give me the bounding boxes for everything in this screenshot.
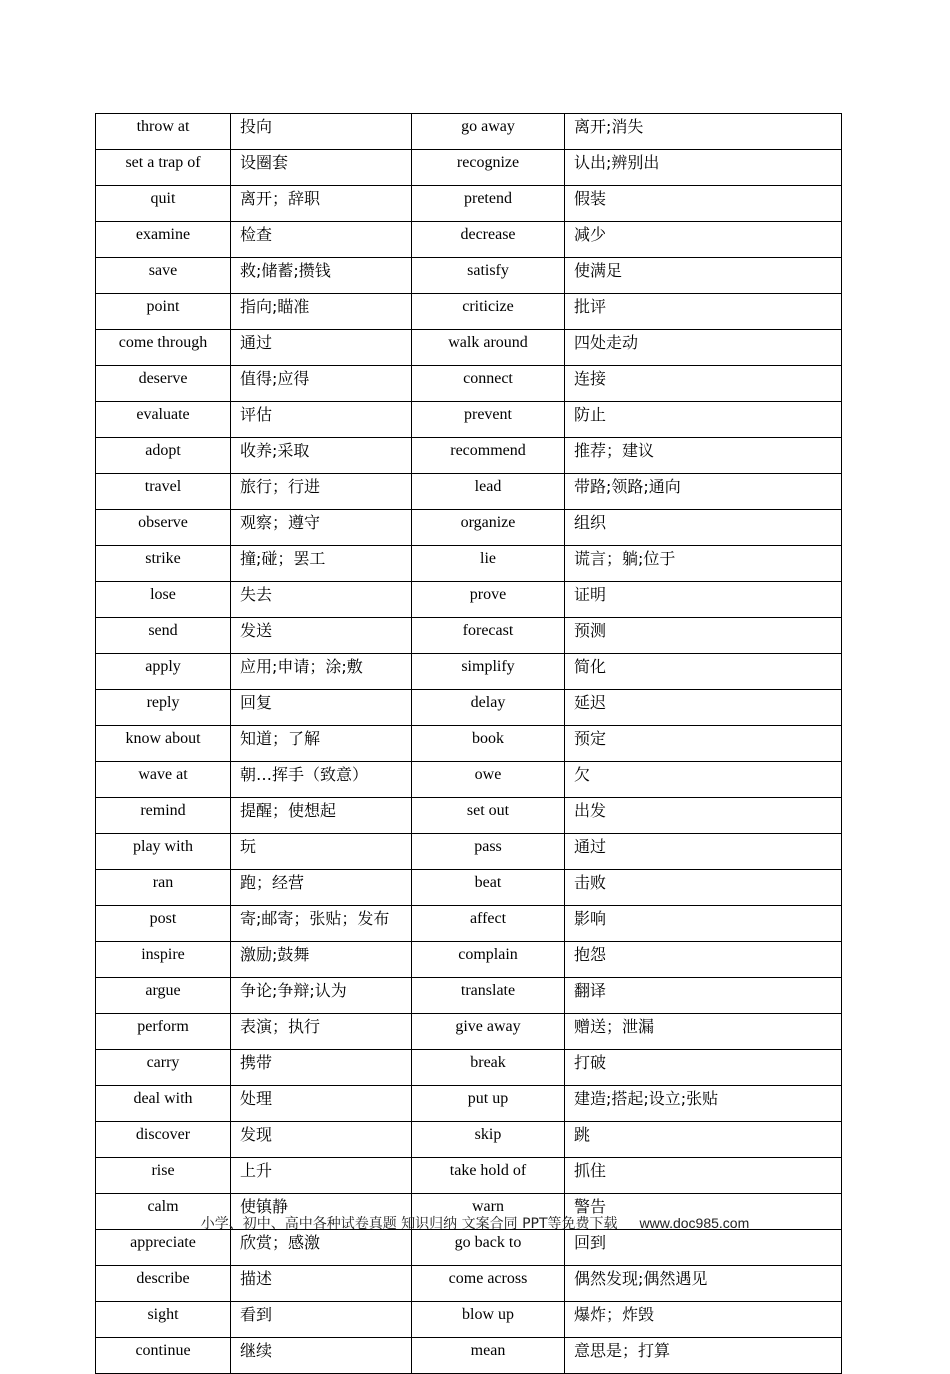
- chinese-meaning-cell: 意思是；打算: [565, 1338, 842, 1374]
- chinese-meaning-cell: 争论;争辩;认为: [231, 978, 412, 1014]
- english-term-cell: continue: [96, 1338, 231, 1374]
- english-term-cell: know about: [96, 726, 231, 762]
- chinese-meaning-cell: 预定: [565, 726, 842, 762]
- chinese-meaning-cell: 指向;瞄准: [231, 294, 412, 330]
- english-term-cell: connect: [412, 366, 565, 402]
- english-term-cell: satisfy: [412, 258, 565, 294]
- chinese-meaning-cell: 投向: [231, 114, 412, 150]
- english-term-cell: save: [96, 258, 231, 294]
- table-row: [96, 690, 842, 726]
- chinese-meaning-cell: 减少: [565, 222, 842, 258]
- english-term-cell: calm: [96, 1194, 231, 1230]
- chinese-meaning-cell: 救;储蓄;攒钱: [231, 258, 412, 294]
- chinese-meaning-cell: 表演；执行: [231, 1014, 412, 1050]
- table-row: [96, 150, 842, 186]
- chinese-meaning-cell: 离开;消失: [565, 114, 842, 150]
- table-row: [96, 1230, 842, 1266]
- english-term-cell: go away: [412, 114, 565, 150]
- english-term-cell: forecast: [412, 618, 565, 654]
- chinese-meaning-cell: 回复: [231, 690, 412, 726]
- english-term-cell: travel: [96, 474, 231, 510]
- chinese-meaning-cell: 推荐；建议: [565, 438, 842, 474]
- chinese-meaning-cell: 延迟: [565, 690, 842, 726]
- english-term-cell: affect: [412, 906, 565, 942]
- table-row: [96, 546, 842, 582]
- chinese-meaning-cell: 发现: [231, 1122, 412, 1158]
- english-term-cell: come across: [412, 1266, 565, 1302]
- chinese-meaning-cell: 看到: [231, 1302, 412, 1338]
- chinese-meaning-cell: 预测: [565, 618, 842, 654]
- table-row: [96, 114, 842, 150]
- english-term-cell: translate: [412, 978, 565, 1014]
- chinese-meaning-cell: 失去: [231, 582, 412, 618]
- english-term-cell: simplify: [412, 654, 565, 690]
- chinese-meaning-cell: 收养;采取: [231, 438, 412, 474]
- english-term-cell: blow up: [412, 1302, 565, 1338]
- table-row: [96, 870, 842, 906]
- chinese-meaning-cell: 批评: [565, 294, 842, 330]
- chinese-meaning-cell: 带路;领路;通向: [565, 474, 842, 510]
- english-term-cell: come through: [96, 330, 231, 366]
- english-term-cell: go back to: [412, 1230, 565, 1266]
- english-term-cell: describe: [96, 1266, 231, 1302]
- english-term-cell: recommend: [412, 438, 565, 474]
- english-term-cell: wave at: [96, 762, 231, 798]
- chinese-meaning-cell: 描述: [231, 1266, 412, 1302]
- table-row: [96, 906, 842, 942]
- chinese-meaning-cell: 值得;应得: [231, 366, 412, 402]
- english-term-cell: mean: [412, 1338, 565, 1374]
- chinese-meaning-cell: 玩: [231, 834, 412, 870]
- chinese-meaning-cell: 警告: [565, 1194, 842, 1230]
- chinese-meaning-cell: 评估: [231, 402, 412, 438]
- english-term-cell: warn: [412, 1194, 565, 1230]
- chinese-meaning-cell: 假装: [565, 186, 842, 222]
- table-row: [96, 1338, 842, 1374]
- english-term-cell: send: [96, 618, 231, 654]
- chinese-meaning-cell: 寄;邮寄；张贴；发布: [231, 906, 412, 942]
- english-term-cell: put up: [412, 1086, 565, 1122]
- english-term-cell: owe: [412, 762, 565, 798]
- chinese-meaning-cell: 跳: [565, 1122, 842, 1158]
- chinese-meaning-cell: 防止: [565, 402, 842, 438]
- table-row: [96, 366, 842, 402]
- chinese-meaning-cell: 偶然发现;偶然遇见: [565, 1266, 842, 1302]
- english-term-cell: quit: [96, 186, 231, 222]
- english-term-cell: strike: [96, 546, 231, 582]
- english-term-cell: pass: [412, 834, 565, 870]
- english-term-cell: deal with: [96, 1086, 231, 1122]
- english-term-cell: set a trap of: [96, 150, 231, 186]
- english-term-cell: examine: [96, 222, 231, 258]
- table-row: [96, 978, 842, 1014]
- table-row: [96, 1014, 842, 1050]
- english-term-cell: criticize: [412, 294, 565, 330]
- english-term-cell: lead: [412, 474, 565, 510]
- english-term-cell: book: [412, 726, 565, 762]
- page-footer: [0, 1213, 950, 1233]
- chinese-meaning-cell: 朝…挥手（致意）: [231, 762, 412, 798]
- english-term-cell: organize: [412, 510, 565, 546]
- table-row: [96, 222, 842, 258]
- english-term-cell: walk around: [412, 330, 565, 366]
- table-row: [96, 1302, 842, 1338]
- table-row: [96, 474, 842, 510]
- chinese-meaning-cell: 认出;辨别出: [565, 150, 842, 186]
- table-row: [96, 510, 842, 546]
- english-term-cell: rise: [96, 1158, 231, 1194]
- chinese-meaning-cell: 通过: [565, 834, 842, 870]
- chinese-meaning-cell: 离开；辞职: [231, 186, 412, 222]
- table-row: [96, 1122, 842, 1158]
- english-term-cell: complain: [412, 942, 565, 978]
- table-row: [96, 798, 842, 834]
- chinese-meaning-cell: 四处走动: [565, 330, 842, 366]
- chinese-meaning-cell: 证明: [565, 582, 842, 618]
- english-term-cell: recognize: [412, 150, 565, 186]
- english-term-cell: take hold of: [412, 1158, 565, 1194]
- chinese-meaning-cell: 观察；遵守: [231, 510, 412, 546]
- english-term-cell: apply: [96, 654, 231, 690]
- english-term-cell: perform: [96, 1014, 231, 1050]
- english-term-cell: prevent: [412, 402, 565, 438]
- chinese-meaning-cell: 回到: [565, 1230, 842, 1266]
- chinese-meaning-cell: 知道；了解: [231, 726, 412, 762]
- english-term-cell: play with: [96, 834, 231, 870]
- chinese-meaning-cell: 谎言；躺;位于: [565, 546, 842, 582]
- table-row: [96, 294, 842, 330]
- chinese-meaning-cell: 欣赏；感激: [231, 1230, 412, 1266]
- table-row: [96, 438, 842, 474]
- english-term-cell: reply: [96, 690, 231, 726]
- chinese-meaning-cell: 使镇静: [231, 1194, 412, 1230]
- chinese-meaning-cell: 抓住: [565, 1158, 842, 1194]
- chinese-meaning-cell: 连接: [565, 366, 842, 402]
- chinese-meaning-cell: 激励;鼓舞: [231, 942, 412, 978]
- footer-site-link[interactable]: www.doc985.com: [639, 1215, 750, 1231]
- table-row: [96, 258, 842, 294]
- english-term-cell: break: [412, 1050, 565, 1086]
- english-term-cell: appreciate: [96, 1230, 231, 1266]
- english-term-cell: argue: [96, 978, 231, 1014]
- chinese-meaning-cell: 检查: [231, 222, 412, 258]
- chinese-meaning-cell: 建造;搭起;设立;张贴: [565, 1086, 842, 1122]
- chinese-meaning-cell: 跑；经营: [231, 870, 412, 906]
- table-row: [96, 618, 842, 654]
- chinese-meaning-cell: 赠送；泄漏: [565, 1014, 842, 1050]
- vocabulary-table-body: [96, 114, 842, 1374]
- english-term-cell: evaluate: [96, 402, 231, 438]
- chinese-meaning-cell: 继续: [231, 1338, 412, 1374]
- table-row: [96, 762, 842, 798]
- english-term-cell: post: [96, 906, 231, 942]
- english-term-cell: inspire: [96, 942, 231, 978]
- chinese-meaning-cell: 提醒；使想起: [231, 798, 412, 834]
- table-row: [96, 1086, 842, 1122]
- chinese-meaning-cell: 撞;碰；罢工: [231, 546, 412, 582]
- english-term-cell: ran: [96, 870, 231, 906]
- english-term-cell: give away: [412, 1014, 565, 1050]
- chinese-meaning-cell: 翻译: [565, 978, 842, 1014]
- english-term-cell: lie: [412, 546, 565, 582]
- table-row: [96, 654, 842, 690]
- chinese-meaning-cell: 出发: [565, 798, 842, 834]
- table-row: [96, 1158, 842, 1194]
- table-row: [96, 1050, 842, 1086]
- chinese-meaning-cell: 爆炸；炸毁: [565, 1302, 842, 1338]
- english-term-cell: lose: [96, 582, 231, 618]
- english-term-cell: decrease: [412, 222, 565, 258]
- table-row: [96, 726, 842, 762]
- chinese-meaning-cell: 使满足: [565, 258, 842, 294]
- english-term-cell: remind: [96, 798, 231, 834]
- chinese-meaning-cell: 击败: [565, 870, 842, 906]
- english-term-cell: observe: [96, 510, 231, 546]
- english-term-cell: throw at: [96, 114, 231, 150]
- table-row: [96, 330, 842, 366]
- chinese-meaning-cell: 欠: [565, 762, 842, 798]
- chinese-meaning-cell: 影响: [565, 906, 842, 942]
- english-term-cell: point: [96, 294, 231, 330]
- table-row: [96, 402, 842, 438]
- chinese-meaning-cell: 抱怨: [565, 942, 842, 978]
- table-row: [96, 1266, 842, 1302]
- table-row: [96, 582, 842, 618]
- english-term-cell: prove: [412, 582, 565, 618]
- english-term-cell: delay: [412, 690, 565, 726]
- chinese-meaning-cell: 通过: [231, 330, 412, 366]
- chinese-meaning-cell: 处理: [231, 1086, 412, 1122]
- table-row: [96, 186, 842, 222]
- chinese-meaning-cell: 携带: [231, 1050, 412, 1086]
- vocabulary-table: [95, 113, 842, 1374]
- english-term-cell: set out: [412, 798, 565, 834]
- table-row: [96, 834, 842, 870]
- table-row: [96, 942, 842, 978]
- english-term-cell: carry: [96, 1050, 231, 1086]
- chinese-meaning-cell: 组织: [565, 510, 842, 546]
- footer-text: 小学、初中、高中各种试卷真题 知识归纳 文案合同 PPT等免费下载: [200, 1216, 618, 1232]
- chinese-meaning-cell: 打破: [565, 1050, 842, 1086]
- chinese-meaning-cell: 旅行；行进: [231, 474, 412, 510]
- english-term-cell: sight: [96, 1302, 231, 1338]
- english-term-cell: discover: [96, 1122, 231, 1158]
- english-term-cell: pretend: [412, 186, 565, 222]
- english-term-cell: adopt: [96, 438, 231, 474]
- chinese-meaning-cell: 发送: [231, 618, 412, 654]
- english-term-cell: deserve: [96, 366, 231, 402]
- chinese-meaning-cell: 简化: [565, 654, 842, 690]
- chinese-meaning-cell: 上升: [231, 1158, 412, 1194]
- chinese-meaning-cell: 应用;申请；涂;敷: [231, 654, 412, 690]
- chinese-meaning-cell: 设圈套: [231, 150, 412, 186]
- english-term-cell: skip: [412, 1122, 565, 1158]
- english-term-cell: beat: [412, 870, 565, 906]
